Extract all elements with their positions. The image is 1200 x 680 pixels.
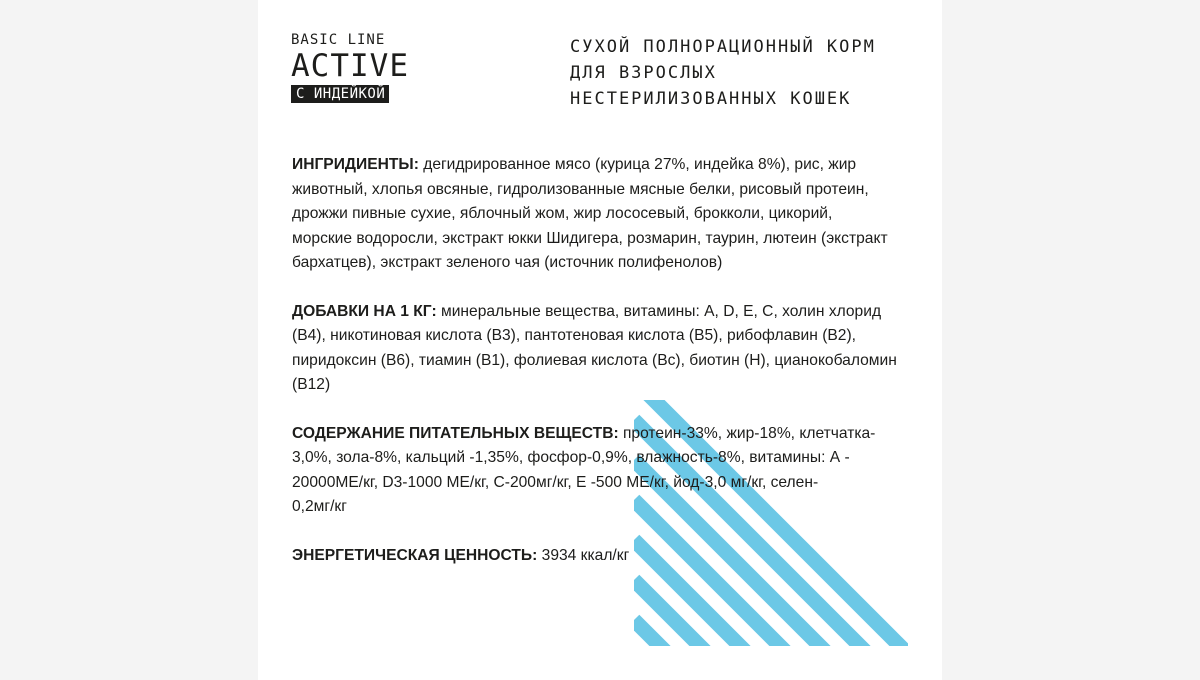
ingredients-text: дегидрированное мясо (курица 27%, индейка 8%), рис, жир [418,156,857,173]
brand-line: BASIC LINE [291,32,386,48]
ingredients-text: бархатцев), экстракт зеленого чая (источник полифенолов) [292,254,723,271]
additives-text: (B4), никотиновая кислота (B3), пантотеновая кислота (B5), рибофлавин (B2), [292,327,857,344]
section-line [292,422,932,447]
nutrients-text: протеин-33%, жир-18%, клетчатка- [618,424,876,442]
nutrients-text: 0,2мг/кг [292,498,347,515]
section-line [292,153,932,178]
flavor-badge: С ИНДЕЙКОЙ [291,85,389,103]
energy-section [292,544,932,569]
section-line [292,300,932,325]
ingredients-section [292,153,932,276]
product-description [570,34,876,112]
label-content [292,153,932,592]
section-line [292,544,932,569]
nutrients-label: СОДЕРЖАНИЕ ПИТАТЕЛЬНЫХ ВЕЩЕСТВ: [292,424,619,442]
ingredients-label: ИНГРИДИЕНТЫ: [292,156,419,173]
nutrients-text: 3,0%, зола-8%, кальций -1,35%, фосфор-0,9%, влажность-8%, витамины: А - [292,449,850,466]
additives-text: пиридоксин (B6), тиамин (B1), фолиевая кислота (Bc), биотин (H), цианокобаломин [292,351,897,369]
brand-name: ACTIVE [291,48,409,84]
ingredients-text: морские водоросли, экстракт юкки Шидигера, розмарин, таурин, лютеин (экстракт [292,229,888,247]
additives-section [292,300,932,398]
product-description-line: НЕСТЕРИЛИЗОВАННЫХ КОШЕК [570,89,852,109]
energy-text: 3934 ккал/кг [537,546,630,564]
energy-label: ЭНЕРГЕТИЧЕСКАЯ ЦЕННОСТЬ: [292,546,538,564]
additives-text: (B12) [292,376,331,393]
product-description-line: СУХОЙ ПОЛНОРАЦИОННЫЙ КОРМ [570,37,876,57]
nutrients-text: 20000МЕ/кг, D3-1000 МЕ/кг, С-200мг/кг, Е -500 МЕ/кг, йод-3,0 мг/кг, селен- [292,473,819,491]
additives-label: ДОБАВКИ НА 1 КГ: [292,302,437,320]
additives-text: минеральные вещества, витамины: A, D, E, C, холин хлорид [436,302,882,320]
brand-block [291,32,409,103]
product-label-card [258,0,942,680]
ingredients-text: дрожжи пивные сухие, яблочный жом, жир лососевый, брокколи, цикорий, [292,205,833,222]
ingredients-text: животный, хлопья овсяные, гидролизованные мясные белки, рисовый протеин, [292,180,869,198]
nutrients-section [292,422,932,520]
product-description-line: ДЛЯ ВЗРОСЛЫХ [570,63,717,83]
